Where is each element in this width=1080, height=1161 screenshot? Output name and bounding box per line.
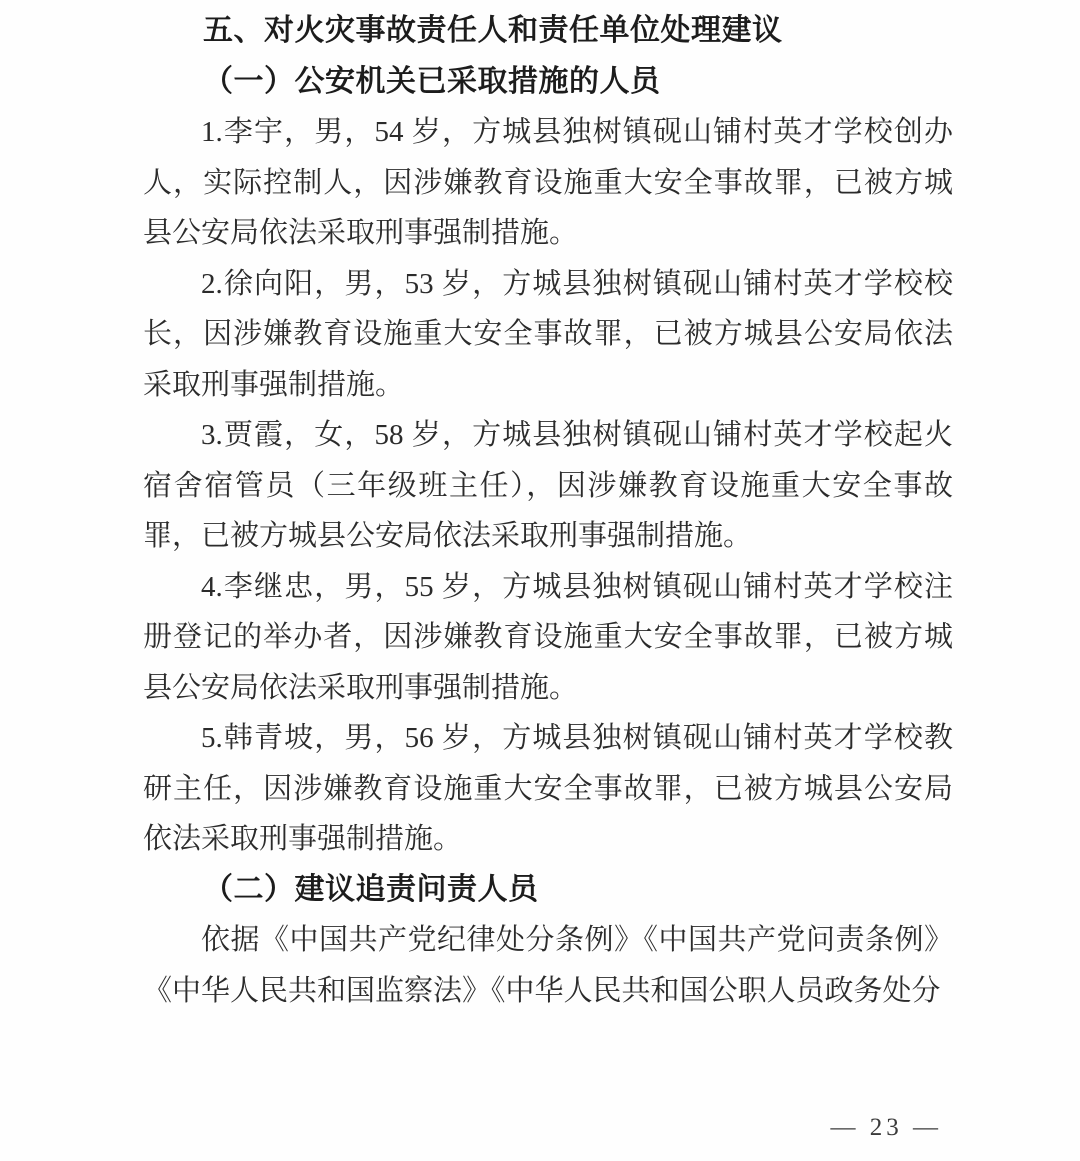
paragraph-person-2: 2.徐向阳，男，53 岁，方城县独树镇砚山铺村英才学校校长，因涉嫌教育设施重大安全事故罪，已被方城县公安局依法采取刑事强制措施。 [143, 267, 953, 401]
subsection-1-heading: （一）公安机关已采取措施的人员 [203, 64, 661, 98]
paragraph-legal-basis: 依据《中国共产党纪律处分条例》《中国共产党问责条例》《中华人民共和国监察法》《中华人民共和国公职人员政务处分 [143, 924, 953, 1007]
page-number: — 23 — [830, 1114, 942, 1141]
document-content [143, 6, 953, 1016]
section-heading: 五、对火灾事故责任人和责任单位处理建议 [203, 14, 783, 47]
paragraph-person-3: 3.贾霞，女，58 岁，方城县独树镇砚山铺村英才学校起火宿舍宿管员（三年级班主任），因涉嫌教育设施重大安全事故罪，已被方城县公安局依法采取刑事强制措施。 [143, 419, 953, 552]
subsection-2-heading: （二）建议追责问责人员 [203, 872, 539, 906]
paragraph-person-1: 1.李宇，男，54 岁，方城县独树镇砚山铺村英才学校创办人，实际控制人，因涉嫌教育设施重大安全事故罪，已被方城县公安局依法采取刑事强制措施。 [143, 116, 953, 249]
paragraph-person-5: 5.韩青坡，男，56 岁，方城县独树镇砚山铺村英才学校教研主任，因涉嫌教育设施重大安全事故罪，已被方城县公安局依法采取刑事强制措施。 [143, 722, 953, 855]
paragraph-person-4: 4.李继忠，男，55 岁，方城县独树镇砚山铺村英才学校注册登记的举办者，因涉嫌教育设施重大安全事故罪，已被方城县公安局依法采取刑事强制措施。 [143, 570, 953, 704]
